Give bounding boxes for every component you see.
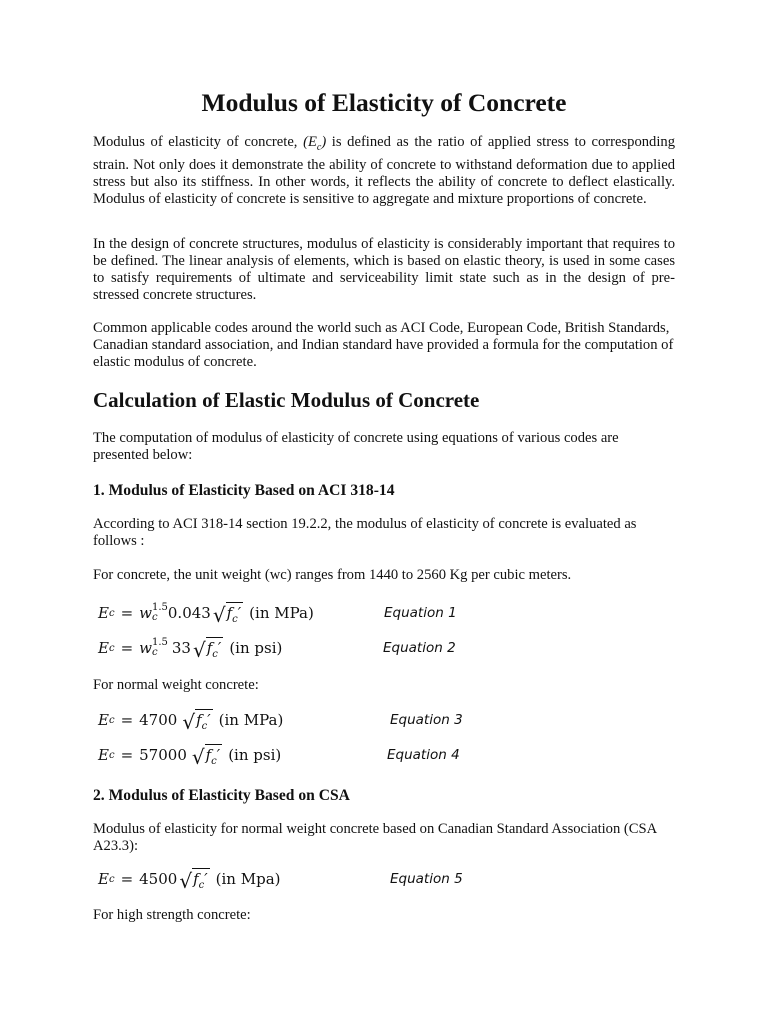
intro-paragraph-3: Common applicable codes around the world such as ACI Code, European Code, British Standards, Canadian standard association, and Indian standard have provided a formula for the computation of elastic modulus of concrete. — [93, 320, 674, 370]
equation-3-formula: E c = 4700 √ $f_c'$ (in MPa) — [98, 709, 284, 734]
equation-2-label: Equation 2 — [383, 640, 456, 656]
aci-paragraph-2: For concrete, the unit weight (wc) ranges from 1440 to 2560 Kg per cubic meters. — [93, 567, 572, 583]
square-root-icon: √ $f_c'$ — [182, 709, 211, 734]
normal-weight-label: For normal weight concrete: — [93, 677, 259, 693]
equation-4-label: Equation 4 — [387, 747, 460, 763]
square-root-icon: √ $f_c'$ — [191, 744, 221, 769]
calculation-intro: The computation of modulus of elasticity of concrete using equations of various codes are presented below: — [93, 430, 619, 463]
page-title: Modulus of Elasticity of Concrete — [201, 88, 567, 117]
intro-paragraph-1: Modulus of elasticity of concrete, $(E_c)$ is defined as the ratio of applied stress to corresponding strain. Not only does it demonstrate the ability of concrete to withstand deformation due to applied stress but also its stiffness. In other words, it reflects the ability of concrete to deflect elastically. Modulus of elasticity of concrete is sensitive to aggregate and mixture proportions of concrete. — [93, 134, 676, 207]
equation-3-label: Equation 3 — [390, 712, 463, 728]
equation-4-formula: E c = 57000 √ $f_c'$ (in psi) — [98, 744, 282, 769]
square-root-icon: √ $f_c'$ — [192, 637, 222, 662]
csa-paragraph-1: Modulus of elasticity for normal weight concrete based on Canadian Standard Association (CSA A23.3): — [93, 821, 657, 854]
section-heading-calculation: Calculation of Elastic Modulus of Concrete — [93, 388, 480, 412]
aci-paragraph-1: According to ACI 318-14 section 19.2.2, the modulus of elasticity of concrete is evaluated as follows : — [93, 516, 637, 549]
equation-1-label: Equation 1 — [384, 605, 457, 621]
equation-1-formula: E c = w 1.5 c 0.043 √ $f_c'$ (in MPa) — [98, 602, 314, 627]
equation-5-formula: E c = 4500 √ $f_c'$ (in Mpa) — [98, 868, 281, 893]
subheading-aci: 1. Modulus of Elasticity Based on ACI 318-14 — [93, 482, 395, 499]
high-strength-label: For high strength concrete: — [93, 907, 251, 923]
square-root-icon: √ $f_c'$ — [212, 602, 242, 627]
square-root-icon: √ $f_c'$ — [179, 868, 208, 893]
equation-5-label: Equation 5 — [390, 871, 463, 887]
equation-2-formula: E c = w 1.5 c 33 √ $f_c'$ (in psi) — [98, 637, 283, 662]
subheading-csa: 2. Modulus of Elasticity Based on CSA — [93, 787, 350, 804]
intro-paragraph-2: In the design of concrete structures, modulus of elasticity is considerably important that requires to be defined. The linear analysis of elements, which is based on elastic theory, is used in some cases to satisfy requirements of ultimate and serviceability limit state such as in the design of pre-stressed concrete structures. — [93, 236, 675, 303]
